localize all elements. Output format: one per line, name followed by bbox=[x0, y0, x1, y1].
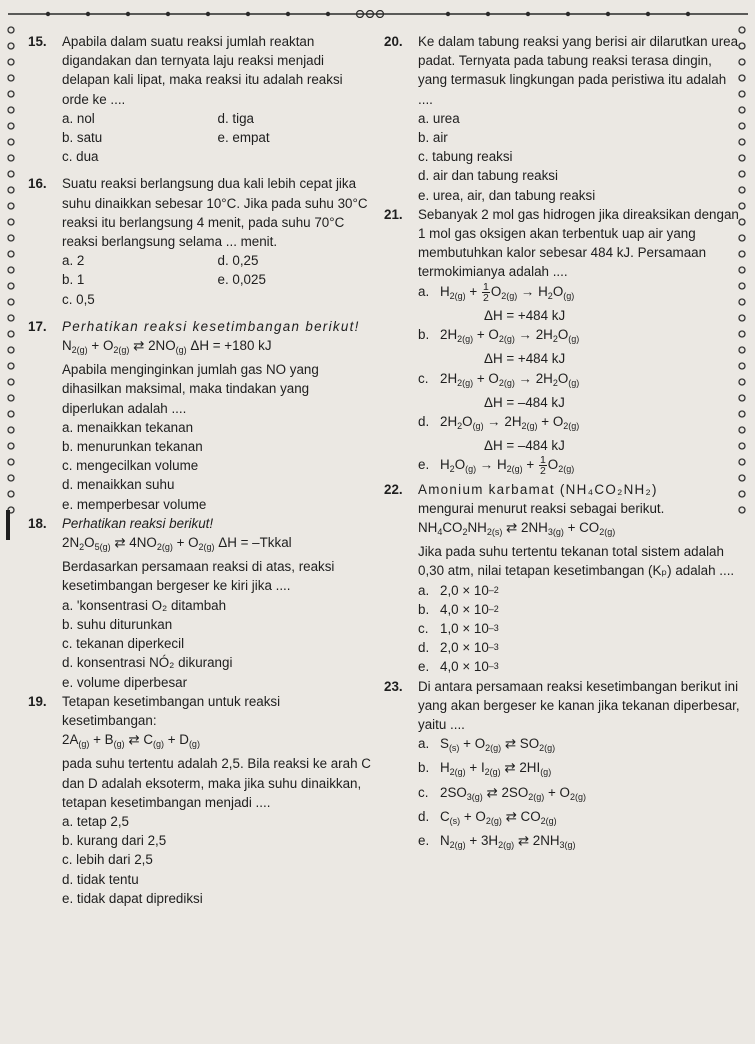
eq-sub: (g) bbox=[540, 767, 552, 778]
eq-part: ⇄ SO bbox=[501, 736, 540, 752]
eq-part: O bbox=[557, 327, 569, 343]
option-letter: c. bbox=[418, 370, 429, 386]
eq-part: H bbox=[440, 283, 450, 299]
enthalpy: ΔH = –484 kJ bbox=[484, 438, 565, 454]
eq-sub: (s) bbox=[449, 815, 461, 826]
question-18 bbox=[28, 514, 373, 533]
option-value: 2,0 × 10 bbox=[440, 640, 489, 656]
q18-options bbox=[62, 596, 373, 692]
eq-part: 2N bbox=[62, 535, 80, 551]
option-letter: a. bbox=[418, 283, 430, 299]
fraction-denominator: 2 bbox=[482, 291, 489, 304]
option-e[interactable]: e. urea, air, dan tabung reaksi bbox=[418, 187, 596, 203]
question-text: Tetapan kesetimbangan untuk reaksi kesetimbangan: bbox=[62, 693, 281, 728]
eq-part: + O bbox=[544, 784, 570, 800]
option-d[interactable]: d. air dan tabung reaksi bbox=[418, 168, 558, 184]
eq-sub: (g) bbox=[175, 345, 187, 356]
eq-part: ⇄ 2SO bbox=[482, 784, 529, 800]
option-a[interactable] bbox=[418, 581, 744, 600]
question-text: Apabila menginginkan jumlah gas NO yang dihasilkan maksimal, maka tindakan yang diperlukan adalah .... bbox=[62, 362, 319, 416]
eq-part: N bbox=[62, 338, 72, 354]
option-e[interactable]: e. volume diperbesar bbox=[62, 674, 188, 690]
reaction-arrow: → bbox=[487, 413, 501, 429]
eq-part: + O bbox=[460, 808, 486, 824]
eq-part: C bbox=[440, 808, 450, 824]
eq-part: + O bbox=[176, 535, 199, 551]
question-title: Perhatikan reaksi berikut! bbox=[62, 515, 214, 531]
question-number: 23. bbox=[384, 678, 403, 694]
eq-sub: (g) bbox=[152, 739, 164, 750]
question-number: 16. bbox=[28, 176, 47, 192]
q17-options bbox=[62, 418, 373, 514]
option-b[interactable]: b. air bbox=[418, 130, 448, 146]
option-value: 2,0 × 10 bbox=[440, 582, 489, 598]
eq-part: ⇄ CO bbox=[501, 808, 541, 824]
option-b[interactable] bbox=[418, 758, 744, 782]
eq-part: 2H bbox=[535, 327, 553, 343]
eq-sub: 2(g) bbox=[501, 290, 518, 301]
option-d[interactable]: d. konsentrasi NÓ₂ dikurangi bbox=[62, 655, 233, 671]
eq-sub: 2(g) bbox=[449, 290, 466, 301]
q15-options bbox=[62, 109, 373, 167]
eq-sub: 2(g) bbox=[449, 767, 466, 778]
eq-part: + B bbox=[93, 732, 114, 748]
eq-part: ⇄ 2HI bbox=[500, 760, 541, 776]
option-d[interactable]: d. tiga bbox=[217, 110, 254, 126]
q22-options bbox=[418, 581, 744, 677]
eq-sub: 2 bbox=[547, 290, 553, 301]
eq-part: + O bbox=[476, 327, 499, 343]
option-exponent: –3 bbox=[488, 622, 499, 633]
option-letter: e. bbox=[418, 833, 430, 849]
option-letter: b. bbox=[418, 760, 430, 776]
left-margin-bar bbox=[6, 510, 10, 540]
option-exponent: –2 bbox=[488, 603, 499, 614]
fraction bbox=[482, 282, 490, 303]
enthalpy: ΔH = –484 kJ bbox=[484, 394, 565, 410]
question-text: Sebanyak 2 mol gas hidrogen jika direaksikan dengan 1 mol gas oksigen akan terbentuk uap air yang membutuhkan kalor sebesar 484 kJ. Persamaan termokimianya adalah .... bbox=[418, 206, 739, 280]
question-text: mengurai menurut reaksi sebagai berikut. bbox=[418, 500, 665, 516]
eq-sub: 2(g) bbox=[71, 345, 88, 356]
question-20 bbox=[384, 32, 744, 109]
eq-sub: (g) bbox=[188, 739, 200, 750]
eq-part: 2H bbox=[535, 370, 553, 386]
eq-sub: 2(g) bbox=[563, 420, 580, 431]
option-e[interactable] bbox=[418, 831, 744, 855]
eq-sub: 2 bbox=[79, 542, 85, 553]
eq-part: 2A bbox=[62, 732, 79, 748]
equilibrium-arrow: ⇄ bbox=[133, 338, 145, 354]
eq-part: O bbox=[552, 283, 564, 299]
q19-options bbox=[62, 812, 373, 908]
eq-sub: 2(g) bbox=[449, 840, 466, 851]
eq-part: + bbox=[526, 457, 535, 473]
question-number: 19. bbox=[28, 693, 47, 709]
q16-options bbox=[62, 251, 373, 309]
equilibrium-arrow: ⇄ bbox=[114, 535, 126, 551]
option-b[interactable]: b. 1 bbox=[62, 272, 85, 288]
option-letter: a. bbox=[418, 582, 430, 598]
reaction-arrow: → bbox=[518, 327, 532, 343]
eq-part: O bbox=[454, 457, 466, 473]
question-text: Ke dalam tabung reaksi yang berisi air dilarutkan urea padat. Ternyata pada tabung reaksi terasa dingin, yang termasuk lingkungan pada peristiwa itu adalah .... bbox=[418, 34, 739, 107]
eq-sub: 2(g) bbox=[457, 334, 474, 345]
eq-part: 2H bbox=[504, 413, 522, 429]
eq-sub: 2(g) bbox=[484, 767, 501, 778]
option-c[interactable]: c. lebih dari 2,5 bbox=[62, 852, 153, 868]
eq-sub: (g) bbox=[78, 739, 90, 750]
option-letter: b. bbox=[418, 601, 430, 617]
option-d[interactable] bbox=[418, 412, 744, 436]
eq-part: + O bbox=[541, 413, 564, 429]
option-c[interactable]: c. 0,5 bbox=[62, 291, 95, 307]
option-b[interactable]: b. satu bbox=[62, 130, 103, 146]
question-19 bbox=[28, 692, 373, 730]
eq-part: O bbox=[462, 413, 473, 429]
option-c[interactable]: c. tabung reaksi bbox=[418, 149, 513, 165]
eq-part: H bbox=[440, 457, 450, 473]
fraction-numerator: 1 bbox=[482, 280, 489, 293]
eq-part: 2H bbox=[440, 327, 458, 343]
eq-sub: 2 bbox=[462, 526, 468, 537]
eq-part: 4NO bbox=[129, 535, 157, 551]
eq-part: H bbox=[496, 457, 507, 473]
eq-sub: 3(g) bbox=[559, 840, 576, 851]
option-c[interactable]: c. mengecilkan volume bbox=[62, 458, 199, 474]
eq-part: N bbox=[440, 833, 450, 849]
eq-part: CO bbox=[442, 519, 463, 535]
eq-part: + O bbox=[459, 736, 486, 752]
eq-sub: 2(g) bbox=[521, 420, 538, 431]
q20-options bbox=[418, 109, 744, 205]
option-e[interactable] bbox=[418, 455, 744, 479]
eq-sub: 2(g) bbox=[113, 345, 130, 356]
eq-sub: 2(g) bbox=[599, 526, 616, 537]
top-border-decoration bbox=[8, 10, 748, 18]
option-letter: c. bbox=[418, 784, 429, 800]
q22-equation bbox=[418, 518, 744, 542]
eq-sub: 2 bbox=[449, 464, 455, 475]
eq-sub: 2(g) bbox=[506, 464, 523, 475]
eq-sub: 2(g) bbox=[528, 791, 545, 802]
enthalpy: ΔH = +484 kJ bbox=[484, 307, 566, 323]
eq-part: H bbox=[538, 283, 548, 299]
question-number: 21. bbox=[384, 206, 403, 222]
equilibrium-arrow: ⇄ bbox=[506, 519, 518, 535]
eq-sub: 2(s) bbox=[486, 526, 503, 537]
option-e[interactable]: e. empat bbox=[217, 130, 270, 146]
eq-part: O bbox=[84, 535, 95, 551]
eq-sub: 2(g) bbox=[485, 815, 502, 826]
eq-part: NH bbox=[467, 519, 487, 535]
option-letter: c. bbox=[418, 620, 429, 636]
q19-equation bbox=[62, 730, 373, 754]
eq-part: + D bbox=[167, 732, 189, 748]
option-d[interactable] bbox=[418, 807, 744, 831]
question-title: Amonium karbamat (NH₄CO₂NH₂) bbox=[418, 481, 658, 497]
option-exponent: –3 bbox=[488, 661, 499, 672]
option-exponent: –2 bbox=[488, 584, 499, 595]
option-c[interactable] bbox=[418, 783, 744, 807]
q23-options bbox=[418, 734, 744, 855]
eq-sub: 2(g) bbox=[156, 542, 173, 553]
option-value: 1,0 × 10 bbox=[440, 620, 489, 636]
eq-sub: 2(g) bbox=[198, 542, 215, 553]
eq-part: 2NO bbox=[148, 338, 176, 354]
option-letter: d. bbox=[418, 413, 430, 429]
option-d[interactable] bbox=[418, 638, 744, 657]
question-number: 22. bbox=[384, 481, 403, 497]
question-title: Perhatikan reaksi kesetimbangan berikut! bbox=[62, 318, 360, 334]
question-text: Di antara persamaan reaksi kesetimbangan berikut ini yang akan bergeser ke kanan jika tekanan diperbesar, yaitu .... bbox=[418, 678, 740, 732]
question-text: Berdasarkan persamaan reaksi di atas, reaksi kesetimbangan bergeser ke kiri jika .... bbox=[62, 559, 335, 594]
eq-sub: 5(g) bbox=[94, 542, 111, 553]
option-c[interactable] bbox=[418, 619, 744, 638]
option-a[interactable]: a. 2 bbox=[62, 253, 85, 269]
eq-sub: 3(g) bbox=[547, 526, 564, 537]
question-text: pada suhu tertentu adalah 2,5. Bila reaksi ke arah C dan D adalah eksoterm, maka jika suhu dinaikkan, tetapan kesetimbangan menjadi .... bbox=[62, 756, 371, 810]
option-c[interactable]: c. tekanan diperkecil bbox=[62, 636, 185, 652]
eq-part: + O bbox=[476, 370, 499, 386]
eq-part: + I bbox=[465, 760, 485, 776]
eq-sub: (g) bbox=[568, 377, 580, 388]
question-17 bbox=[28, 317, 373, 336]
left-ring-binding bbox=[6, 24, 16, 529]
eq-sub: 2(g) bbox=[457, 377, 474, 388]
right-column bbox=[384, 32, 744, 855]
q18-equation bbox=[62, 533, 373, 557]
eq-part: + 3H bbox=[465, 833, 499, 849]
option-a[interactable]: a. menaikkan tekanan bbox=[62, 419, 194, 435]
eq-sub: (g) bbox=[113, 739, 125, 750]
option-b[interactable] bbox=[418, 600, 744, 619]
eq-sub: 2(g) bbox=[540, 815, 557, 826]
option-c[interactable] bbox=[418, 369, 744, 393]
reaction-arrow: → bbox=[518, 370, 532, 386]
eq-sub: (g) bbox=[563, 290, 575, 301]
option-letter: d. bbox=[418, 808, 430, 824]
eq-part: O bbox=[490, 283, 502, 299]
option-letter: b. bbox=[418, 327, 430, 343]
option-letter: d. bbox=[418, 640, 430, 656]
eq-sub: 2(g) bbox=[498, 840, 515, 851]
question-22 bbox=[384, 480, 744, 499]
option-letter: a. bbox=[418, 736, 430, 752]
eq-part: O bbox=[557, 370, 569, 386]
question-23 bbox=[384, 677, 744, 735]
eq-sub: 2(g) bbox=[539, 743, 556, 754]
question-number: 18. bbox=[28, 515, 47, 531]
option-a[interactable]: a. tetap 2,5 bbox=[62, 813, 130, 829]
eq-sub: 2(g) bbox=[498, 377, 515, 388]
eq-part: + O bbox=[91, 338, 114, 354]
question-text: Apabila dalam suatu reaksi jumlah reaktan digandakan dan ternyata laju reaksi menjadi delapan kali lipat, maka reaksi itu adalah reaksi orde ke .... bbox=[62, 34, 343, 107]
question-15 bbox=[28, 32, 373, 109]
option-d[interactable]: d. 0,25 bbox=[217, 253, 259, 269]
eq-part: C bbox=[143, 732, 153, 748]
eq-part: + bbox=[469, 283, 478, 299]
eq-part: 2SO bbox=[440, 784, 467, 800]
option-a[interactable] bbox=[418, 282, 744, 306]
option-a[interactable]: a. nol bbox=[62, 110, 95, 126]
eq-sub: 2(g) bbox=[569, 791, 586, 802]
equilibrium-arrow: ⇄ bbox=[128, 732, 140, 748]
option-a[interactable]: a. urea bbox=[418, 110, 460, 126]
eq-sub: 2 bbox=[552, 377, 558, 388]
eq-part: S bbox=[440, 736, 449, 752]
question-text: Suatu reaksi berlangsung dua kali lebih cepat jika suhu dinaikkan sebesar 10°C. Jika pada suhu 30°C reaksi itu berlangsung 4 menit, pada suhu 70°C reaksi berlangsung selama ... menit. bbox=[62, 176, 368, 250]
option-d[interactable]: d. menaikkan suhu bbox=[62, 477, 175, 493]
eq-sub: 2(g) bbox=[558, 464, 575, 475]
reaction-arrow: → bbox=[521, 283, 535, 299]
option-b[interactable]: b. suhu diturunkan bbox=[62, 616, 173, 632]
q17-equation bbox=[62, 336, 373, 360]
eq-part: 2NH bbox=[521, 519, 548, 535]
eq-part: 2H bbox=[440, 370, 458, 386]
enthalpy: ΔH = +484 kJ bbox=[484, 351, 566, 367]
option-b[interactable]: b. menurunkan tekanan bbox=[62, 439, 203, 455]
enthalpy: ΔH = +180 kJ bbox=[190, 338, 272, 354]
eq-sub: 4 bbox=[437, 526, 443, 537]
eq-sub: 2(g) bbox=[498, 334, 515, 345]
eq-part: + CO bbox=[567, 519, 600, 535]
option-e[interactable]: e. memperbesar volume bbox=[62, 496, 207, 512]
option-value: 4,0 × 10 bbox=[440, 659, 489, 675]
option-e[interactable]: e. 0,025 bbox=[217, 272, 266, 288]
fraction-numerator: 1 bbox=[539, 454, 546, 467]
option-d[interactable]: d. tidak tentu bbox=[62, 871, 139, 887]
option-e[interactable] bbox=[418, 657, 744, 676]
fraction-denominator: 2 bbox=[539, 465, 546, 478]
option-b[interactable] bbox=[418, 325, 744, 349]
left-column bbox=[28, 32, 373, 908]
eq-part: O bbox=[547, 457, 559, 473]
question-16 bbox=[28, 174, 373, 251]
option-a[interactable]: a. 'konsentrasi O₂ ditambah bbox=[62, 597, 227, 613]
eq-sub: (s) bbox=[448, 743, 460, 754]
question-21 bbox=[384, 205, 744, 282]
option-a[interactable] bbox=[418, 734, 744, 758]
q21-options bbox=[418, 282, 744, 480]
option-value: 4,0 × 10 bbox=[440, 601, 489, 617]
option-e[interactable]: e. tidak dapat diprediksi bbox=[62, 890, 203, 906]
eq-sub: 2(g) bbox=[485, 743, 502, 754]
enthalpy: ΔH = –Tkkal bbox=[218, 535, 292, 551]
eq-sub: 2 bbox=[457, 420, 463, 431]
eq-part: ⇄ 2NH bbox=[514, 833, 560, 849]
fraction bbox=[539, 455, 547, 476]
option-letter: e. bbox=[418, 659, 430, 675]
eq-sub: 3(g) bbox=[466, 791, 483, 802]
eq-part: 2H bbox=[440, 413, 458, 429]
option-letter: e. bbox=[418, 457, 430, 473]
eq-sub: (g) bbox=[472, 420, 484, 431]
question-number: 17. bbox=[28, 318, 47, 334]
option-c[interactable]: c. dua bbox=[62, 149, 99, 165]
reaction-arrow: → bbox=[479, 457, 494, 473]
question-number: 20. bbox=[384, 34, 403, 49]
eq-part: H bbox=[440, 760, 450, 776]
eq-sub: (g) bbox=[568, 334, 580, 345]
eq-sub: 2 bbox=[552, 334, 558, 345]
question-number: 15. bbox=[28, 34, 47, 49]
eq-part: NH bbox=[418, 519, 438, 535]
eq-sub: (g) bbox=[465, 464, 477, 475]
question-text: Jika pada suhu tertentu tekanan total sistem adalah 0,30 atm, nilai tetapan kesetimbangan (Kₚ) adalah .... bbox=[418, 544, 735, 579]
option-exponent: –3 bbox=[488, 642, 499, 653]
option-b[interactable]: b. kurang dari 2,5 bbox=[62, 833, 167, 849]
